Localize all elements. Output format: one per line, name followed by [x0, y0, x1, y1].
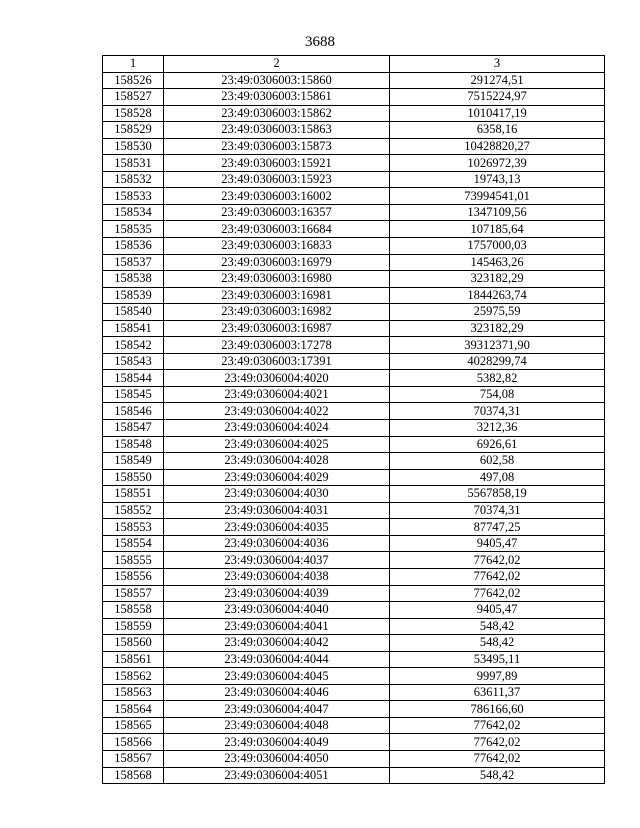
value-cell: 77642,02 — [390, 552, 605, 569]
cadastral-number-cell: 23:49:0306004:4049 — [164, 734, 390, 751]
row-number-cell: 158550 — [103, 469, 164, 486]
table-row — [103, 304, 605, 321]
cadastral-number-cell: 23:49:0306004:4051 — [164, 767, 390, 784]
column-header-2: 2 — [164, 56, 390, 73]
row-number-cell: 158526 — [103, 72, 164, 89]
page-number: 3688 — [305, 34, 335, 50]
table-body — [103, 72, 605, 784]
value-cell: 145463,26 — [390, 254, 605, 271]
table-row — [103, 370, 605, 387]
value-cell: 77642,02 — [390, 568, 605, 585]
table-row — [103, 337, 605, 354]
value-cell: 9405,47 — [390, 535, 605, 552]
cadastral-number-cell: 23:49:0306004:4038 — [164, 568, 390, 585]
row-number-cell: 158565 — [103, 717, 164, 734]
value-cell: 63611,37 — [390, 684, 605, 701]
table-row — [103, 635, 605, 652]
row-number-cell: 158538 — [103, 271, 164, 288]
value-cell: 6358,16 — [390, 122, 605, 139]
cadastral-number-cell: 23:49:0306004:4047 — [164, 701, 390, 718]
row-number-cell: 158551 — [103, 486, 164, 503]
row-number-cell: 158542 — [103, 337, 164, 354]
table-row — [103, 287, 605, 304]
row-number-cell: 158564 — [103, 701, 164, 718]
value-cell: 4028299,74 — [390, 353, 605, 370]
cadastral-number-cell: 23:49:0306004:4042 — [164, 635, 390, 652]
table-row — [103, 420, 605, 437]
cadastral-number-cell: 23:49:0306003:16684 — [164, 221, 390, 238]
table-row — [103, 155, 605, 172]
value-cell: 786166,60 — [390, 701, 605, 718]
table-row — [103, 568, 605, 585]
value-cell: 548,42 — [390, 635, 605, 652]
cadastral-number-cell: 23:49:0306004:4037 — [164, 552, 390, 569]
row-number-cell: 158563 — [103, 684, 164, 701]
value-cell: 9997,89 — [390, 668, 605, 685]
table-row — [103, 221, 605, 238]
value-cell: 70374,31 — [390, 403, 605, 420]
cadastral-number-cell: 23:49:0306003:16980 — [164, 271, 390, 288]
value-cell: 25975,59 — [390, 304, 605, 321]
table-row — [103, 254, 605, 271]
table-row — [103, 72, 605, 89]
row-number-cell: 158544 — [103, 370, 164, 387]
row-number-cell: 158568 — [103, 767, 164, 784]
row-number-cell: 158549 — [103, 453, 164, 470]
value-cell: 323182,29 — [390, 271, 605, 288]
cadastral-number-cell: 23:49:0306004:4048 — [164, 717, 390, 734]
cadastral-number-cell: 23:49:0306003:15860 — [164, 72, 390, 89]
row-number-cell: 158532 — [103, 171, 164, 188]
table-row — [103, 486, 605, 503]
value-cell: 548,42 — [390, 618, 605, 635]
value-cell: 1026972,39 — [390, 155, 605, 172]
row-number-cell: 158555 — [103, 552, 164, 569]
value-cell: 87747,25 — [390, 519, 605, 536]
table-row — [103, 453, 605, 470]
row-number-cell: 158546 — [103, 403, 164, 420]
row-number-cell: 158553 — [103, 519, 164, 536]
value-cell: 602,58 — [390, 453, 605, 470]
row-number-cell: 158554 — [103, 535, 164, 552]
table-row — [103, 353, 605, 370]
value-cell: 107185,64 — [390, 221, 605, 238]
cadastral-number-cell: 23:49:0306004:4031 — [164, 502, 390, 519]
row-number-cell: 158559 — [103, 618, 164, 635]
row-number-cell: 158560 — [103, 635, 164, 652]
cadastral-number-cell: 23:49:0306003:15862 — [164, 105, 390, 122]
cadastral-number-cell: 23:49:0306004:4022 — [164, 403, 390, 420]
cadastral-number-cell: 23:49:0306004:4044 — [164, 651, 390, 668]
table-row — [103, 767, 605, 784]
cadastral-number-cell: 23:49:0306004:4036 — [164, 535, 390, 552]
cadastral-number-cell: 23:49:0306003:16981 — [164, 287, 390, 304]
value-cell: 1844263,74 — [390, 287, 605, 304]
table-row — [103, 238, 605, 255]
value-cell: 5567858,19 — [390, 486, 605, 503]
cadastral-number-cell: 23:49:0306004:4045 — [164, 668, 390, 685]
cadastral-number-cell: 23:49:0306003:15921 — [164, 155, 390, 172]
row-number-cell: 158556 — [103, 568, 164, 585]
value-cell: 53495,11 — [390, 651, 605, 668]
row-number-cell: 158557 — [103, 585, 164, 602]
row-number-cell: 158552 — [103, 502, 164, 519]
table-row — [103, 171, 605, 188]
cadastral-number-cell: 23:49:0306003:16002 — [164, 188, 390, 205]
value-cell: 291274,51 — [390, 72, 605, 89]
row-number-cell: 158566 — [103, 734, 164, 751]
cadastral-number-cell: 23:49:0306003:15923 — [164, 171, 390, 188]
table-row — [103, 502, 605, 519]
table-row — [103, 204, 605, 221]
value-cell: 1757000,03 — [390, 238, 605, 255]
column-header-1: 1 — [103, 56, 164, 73]
table-row — [103, 469, 605, 486]
cadastral-number-cell: 23:49:0306003:15861 — [164, 89, 390, 106]
value-cell: 70374,31 — [390, 502, 605, 519]
value-cell: 19743,13 — [390, 171, 605, 188]
cadastral-number-cell: 23:49:0306003:15863 — [164, 122, 390, 139]
row-number-cell: 158537 — [103, 254, 164, 271]
row-number-cell: 158562 — [103, 668, 164, 685]
value-cell: 497,08 — [390, 469, 605, 486]
cadastral-number-cell: 23:49:0306003:16357 — [164, 204, 390, 221]
cadastral-number-cell: 23:49:0306003:17391 — [164, 353, 390, 370]
table-row — [103, 105, 605, 122]
row-number-cell: 158533 — [103, 188, 164, 205]
value-cell: 77642,02 — [390, 717, 605, 734]
value-cell: 1010417,19 — [390, 105, 605, 122]
table-row — [103, 651, 605, 668]
table-row — [103, 386, 605, 403]
row-number-cell: 158534 — [103, 204, 164, 221]
row-number-cell: 158536 — [103, 238, 164, 255]
value-cell: 6926,61 — [390, 436, 605, 453]
value-cell: 77642,02 — [390, 750, 605, 767]
column-header-3: 3 — [390, 56, 605, 73]
table-row — [103, 271, 605, 288]
cadastral-number-cell: 23:49:0306004:4050 — [164, 750, 390, 767]
cadastral-number-cell: 23:49:0306003:16982 — [164, 304, 390, 321]
table-row — [103, 552, 605, 569]
value-cell: 5382,82 — [390, 370, 605, 387]
cadastral-number-cell: 23:49:0306004:4020 — [164, 370, 390, 387]
cadastral-number-cell: 23:49:0306004:4035 — [164, 519, 390, 536]
row-number-cell: 158528 — [103, 105, 164, 122]
table-row — [103, 668, 605, 685]
row-number-cell: 158540 — [103, 304, 164, 321]
cadastral-number-cell: 23:49:0306003:16979 — [164, 254, 390, 271]
row-number-cell: 158535 — [103, 221, 164, 238]
cadastral-number-cell: 23:49:0306004:4025 — [164, 436, 390, 453]
cadastral-number-cell: 23:49:0306004:4021 — [164, 386, 390, 403]
table-row — [103, 750, 605, 767]
value-cell: 3212,36 — [390, 420, 605, 437]
table-row — [103, 684, 605, 701]
table-row — [103, 734, 605, 751]
value-cell: 7515224,97 — [390, 89, 605, 106]
row-number-cell: 158531 — [103, 155, 164, 172]
cadastral-number-cell: 23:49:0306003:17278 — [164, 337, 390, 354]
cadastral-number-cell: 23:49:0306004:4028 — [164, 453, 390, 470]
cadastral-number-cell: 23:49:0306003:16987 — [164, 320, 390, 337]
registry-table — [102, 55, 605, 784]
table-row — [103, 122, 605, 139]
value-cell: 77642,02 — [390, 734, 605, 751]
row-number-cell: 158558 — [103, 602, 164, 619]
header-row — [103, 56, 605, 73]
table-row — [103, 320, 605, 337]
table-row — [103, 436, 605, 453]
row-number-cell: 158548 — [103, 436, 164, 453]
row-number-cell: 158547 — [103, 420, 164, 437]
row-number-cell: 158529 — [103, 122, 164, 139]
row-number-cell: 158541 — [103, 320, 164, 337]
cadastral-number-cell: 23:49:0306004:4039 — [164, 585, 390, 602]
value-cell: 323182,29 — [390, 320, 605, 337]
value-cell: 73994541,01 — [390, 188, 605, 205]
value-cell: 754,08 — [390, 386, 605, 403]
row-number-cell: 158561 — [103, 651, 164, 668]
table-row — [103, 618, 605, 635]
cadastral-number-cell: 23:49:0306004:4029 — [164, 469, 390, 486]
value-cell: 548,42 — [390, 767, 605, 784]
row-number-cell: 158527 — [103, 89, 164, 106]
table-row — [103, 89, 605, 106]
cadastral-number-cell: 23:49:0306004:4030 — [164, 486, 390, 503]
row-number-cell: 158545 — [103, 386, 164, 403]
table-row — [103, 717, 605, 734]
table-row — [103, 403, 605, 420]
row-number-cell: 158530 — [103, 138, 164, 155]
row-number-cell: 158567 — [103, 750, 164, 767]
cadastral-number-cell: 23:49:0306004:4024 — [164, 420, 390, 437]
value-cell: 1347109,56 — [390, 204, 605, 221]
row-number-cell: 158539 — [103, 287, 164, 304]
cadastral-number-cell: 23:49:0306003:15873 — [164, 138, 390, 155]
table-row — [103, 585, 605, 602]
row-number-cell: 158543 — [103, 353, 164, 370]
cadastral-number-cell: 23:49:0306004:4041 — [164, 618, 390, 635]
table-row — [103, 519, 605, 536]
cadastral-number-cell: 23:49:0306004:4046 — [164, 684, 390, 701]
value-cell: 9405,47 — [390, 602, 605, 619]
cadastral-number-cell: 23:49:0306004:4040 — [164, 602, 390, 619]
cadastral-number-cell: 23:49:0306003:16833 — [164, 238, 390, 255]
value-cell: 77642,02 — [390, 585, 605, 602]
table-row — [103, 701, 605, 718]
value-cell: 10428820,27 — [390, 138, 605, 155]
table-row — [103, 535, 605, 552]
value-cell: 39312371,90 — [390, 337, 605, 354]
table-row — [103, 602, 605, 619]
table-row — [103, 188, 605, 205]
table-row — [103, 138, 605, 155]
